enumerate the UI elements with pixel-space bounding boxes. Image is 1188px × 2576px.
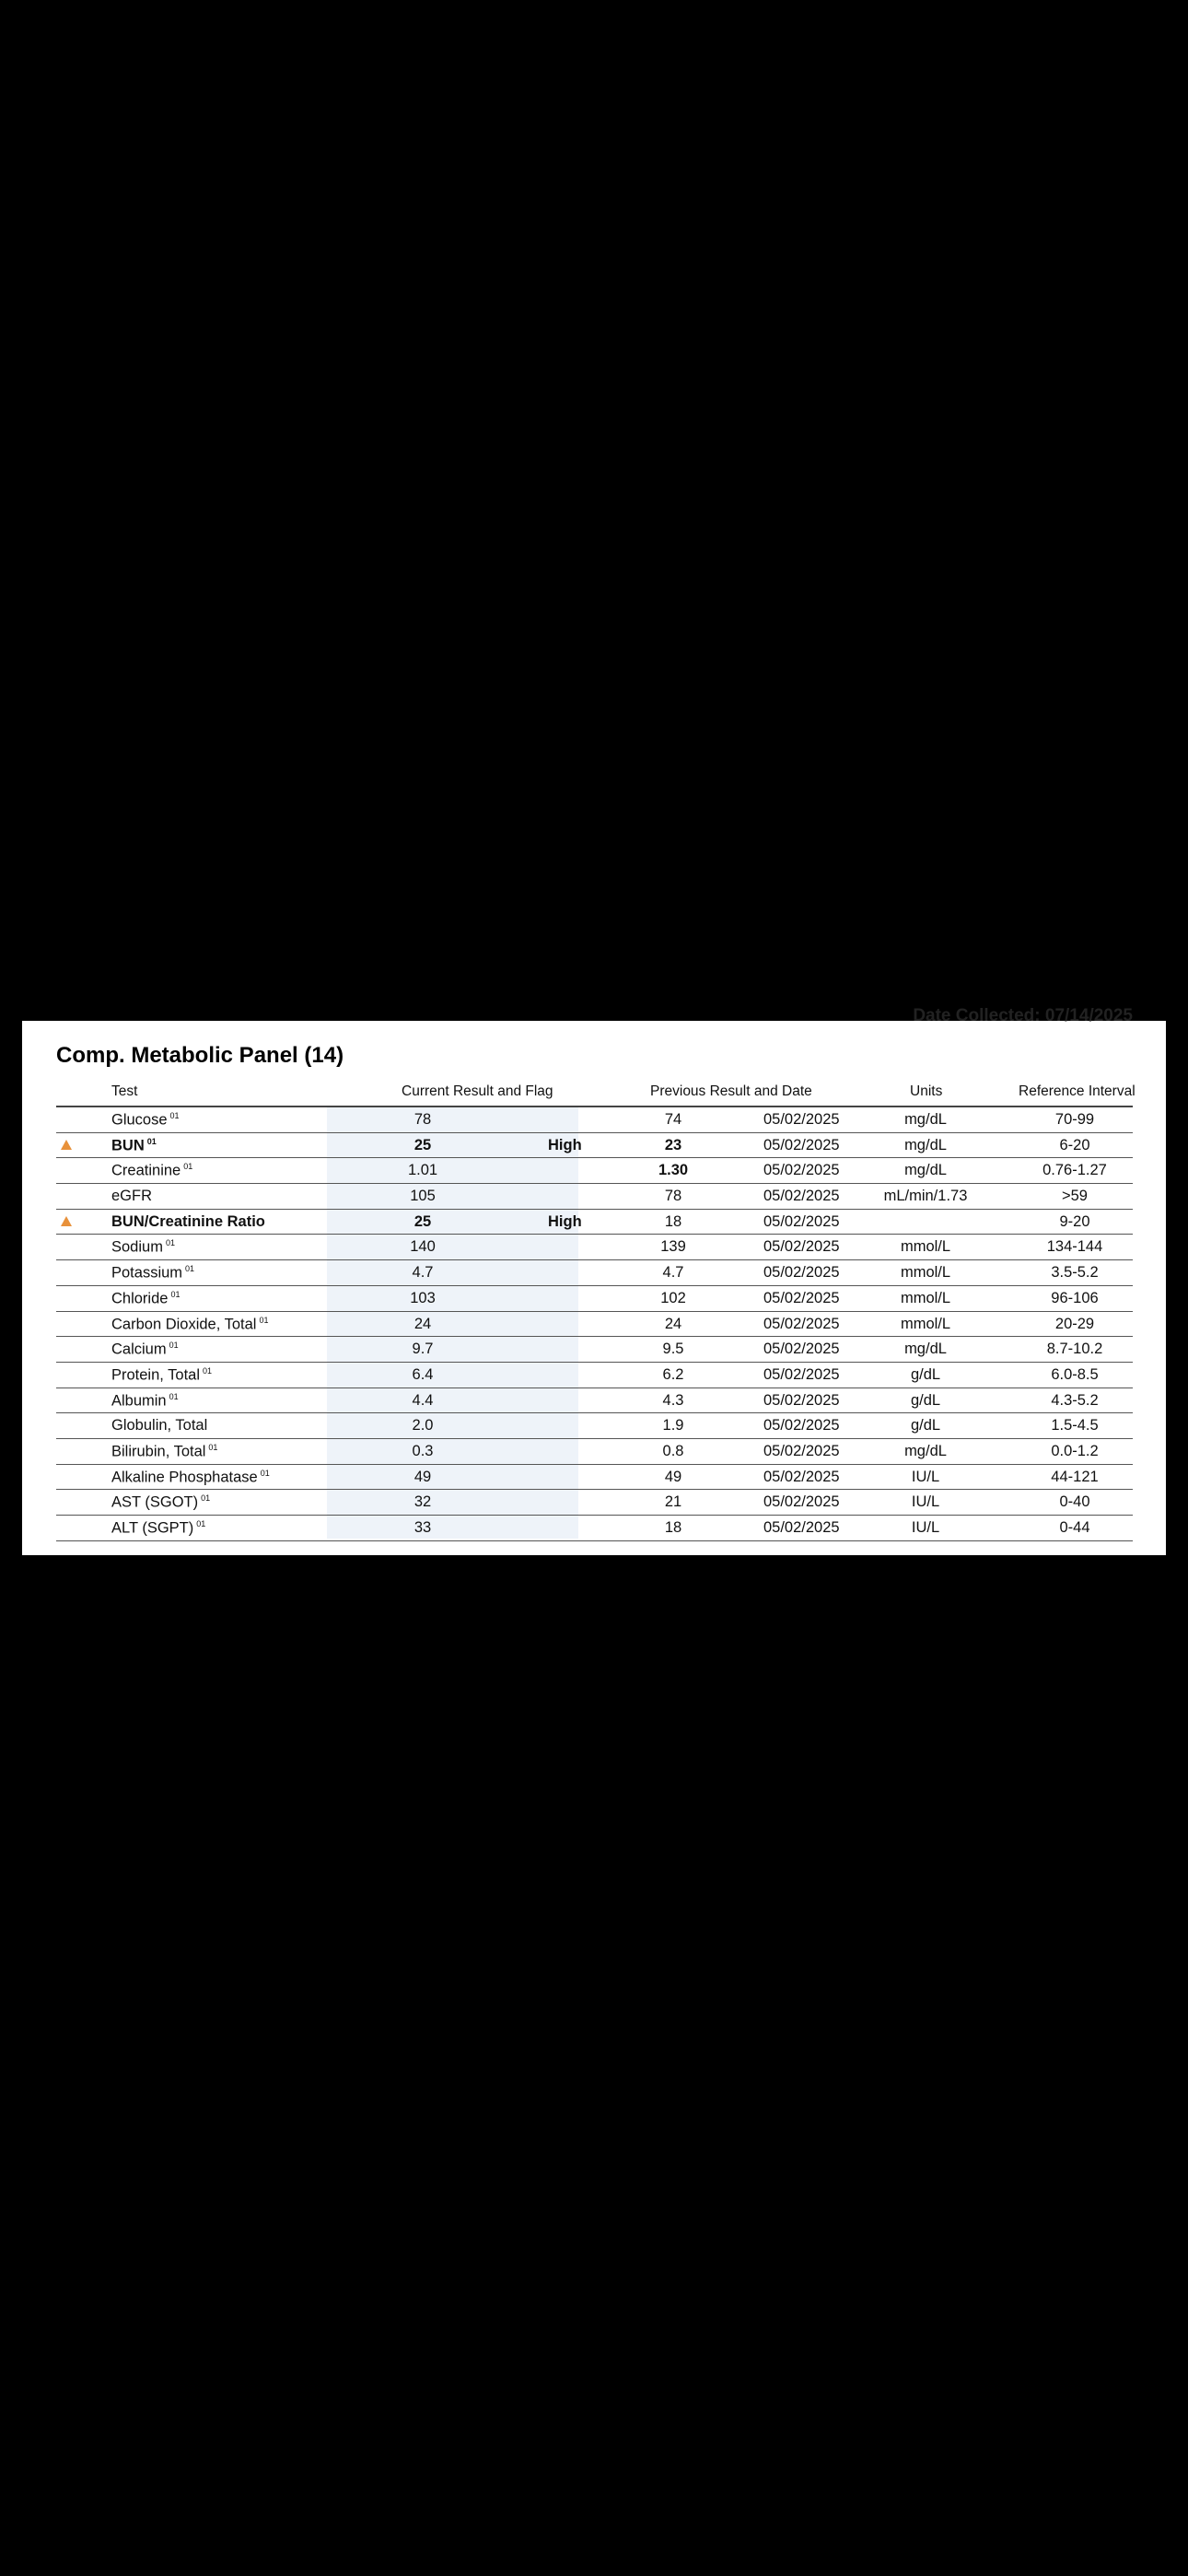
test-name-text: Bilirubin, Total bbox=[111, 1443, 206, 1460]
previous-result-date: 05/02/2025 bbox=[763, 1315, 840, 1332]
current-result: 25 bbox=[413, 1212, 432, 1230]
warning-triangle-icon bbox=[61, 1216, 72, 1226]
current-result: 33 bbox=[413, 1519, 432, 1536]
previous-result-date: 05/02/2025 bbox=[763, 1111, 840, 1128]
warning-triangle-icon bbox=[61, 1140, 72, 1150]
column-header-reference-interval: Reference Interval bbox=[1019, 1083, 1136, 1099]
units: mg/dL bbox=[904, 1162, 947, 1179]
column-header-previous-result: Previous Result and Date bbox=[650, 1083, 812, 1099]
current-result: 9.7 bbox=[412, 1341, 434, 1358]
test-name-text: AST (SGOT) bbox=[111, 1493, 199, 1511]
table-row bbox=[56, 1388, 1133, 1414]
table-row bbox=[56, 1158, 1133, 1184]
previous-result-date: 05/02/2025 bbox=[763, 1212, 840, 1230]
lab-site-code: 01 bbox=[169, 1341, 179, 1351]
table-row bbox=[56, 1235, 1133, 1260]
lab-report-page bbox=[22, 1006, 1166, 1555]
table-row bbox=[56, 1413, 1133, 1439]
reference-interval: >59 bbox=[1062, 1188, 1088, 1205]
current-result: 1.01 bbox=[407, 1162, 438, 1179]
test-name-text: Glucose bbox=[111, 1111, 168, 1129]
current-result: 0.3 bbox=[412, 1442, 434, 1459]
test-name bbox=[111, 1111, 180, 1130]
lab-site-code: 01 bbox=[259, 1315, 269, 1325]
test-name-text: Globulin, Total bbox=[111, 1417, 208, 1434]
table-header bbox=[56, 1080, 1136, 1107]
current-result: 49 bbox=[413, 1468, 432, 1485]
test-name-text: eGFR bbox=[111, 1188, 153, 1205]
reference-interval: 6-20 bbox=[1059, 1136, 1090, 1153]
test-name-text: Creatinine bbox=[111, 1162, 181, 1179]
previous-result-date: 05/02/2025 bbox=[763, 1468, 840, 1485]
reference-interval: 6.0-8.5 bbox=[1051, 1365, 1099, 1383]
current-result: 2.0 bbox=[412, 1417, 434, 1434]
test-name bbox=[111, 1290, 180, 1308]
lab-site-code: 01 bbox=[201, 1493, 211, 1504]
reference-interval: 0-44 bbox=[1059, 1519, 1090, 1536]
previous-result: 139 bbox=[660, 1238, 686, 1256]
reference-interval: 0.76-1.27 bbox=[1042, 1162, 1107, 1179]
date-collected-label: Date Collected: 07/14/2025 bbox=[913, 1006, 1133, 1025]
units: g/dL bbox=[910, 1391, 941, 1409]
result-flag: High bbox=[548, 1136, 582, 1153]
units: mg/dL bbox=[904, 1136, 947, 1153]
current-result: 105 bbox=[410, 1188, 436, 1205]
panel-title: Comp. Metabolic Panel (14) bbox=[56, 1043, 344, 1068]
test-name-text: Protein, Total bbox=[111, 1366, 201, 1384]
units: g/dL bbox=[910, 1417, 941, 1434]
units: IU/L bbox=[911, 1519, 940, 1536]
test-name-text: Carbon Dioxide, Total bbox=[111, 1316, 257, 1332]
previous-result-date: 05/02/2025 bbox=[763, 1264, 840, 1282]
previous-result-date: 05/02/2025 bbox=[763, 1289, 840, 1306]
test-name-text: BUN/Creatinine Ratio bbox=[111, 1212, 265, 1230]
test-name-text: Chloride bbox=[111, 1290, 169, 1307]
previous-result: 4.3 bbox=[662, 1391, 684, 1409]
current-result: 140 bbox=[410, 1238, 436, 1256]
previous-result-date: 05/02/2025 bbox=[763, 1519, 840, 1536]
table-row bbox=[56, 1210, 1133, 1235]
previous-result: 18 bbox=[664, 1212, 682, 1230]
reference-interval: 70-99 bbox=[1054, 1111, 1095, 1128]
test-name bbox=[111, 1188, 152, 1205]
previous-result-date: 05/02/2025 bbox=[763, 1417, 840, 1434]
table-row bbox=[56, 1363, 1133, 1388]
current-result: 25 bbox=[413, 1136, 432, 1153]
lab-site-code: 01 bbox=[146, 1136, 157, 1146]
reference-interval: 20-29 bbox=[1054, 1315, 1095, 1332]
column-header-test: Test bbox=[111, 1083, 138, 1099]
units: mmol/L bbox=[900, 1264, 951, 1282]
reference-interval: 134-144 bbox=[1046, 1238, 1103, 1256]
lab-site-code: 01 bbox=[203, 1365, 213, 1376]
previous-result-date: 05/02/2025 bbox=[763, 1391, 840, 1409]
test-name bbox=[111, 1238, 175, 1257]
table-row bbox=[56, 1260, 1133, 1286]
previous-result: 23 bbox=[664, 1136, 682, 1153]
result-flag: High bbox=[548, 1212, 582, 1230]
reference-interval: 9-20 bbox=[1059, 1212, 1090, 1230]
test-name-text: Sodium bbox=[111, 1238, 163, 1256]
previous-result: 49 bbox=[664, 1468, 682, 1485]
test-name-text: Alkaline Phosphatase bbox=[111, 1469, 258, 1486]
test-name-text: Albumin bbox=[111, 1392, 167, 1410]
test-name bbox=[111, 1316, 268, 1334]
previous-result: 74 bbox=[664, 1111, 682, 1128]
reference-interval: 4.3-5.2 bbox=[1051, 1391, 1099, 1409]
test-name bbox=[111, 1213, 265, 1231]
lab-site-code: 01 bbox=[185, 1264, 195, 1274]
previous-result: 6.2 bbox=[662, 1365, 684, 1383]
test-name bbox=[111, 1392, 179, 1411]
current-result: 32 bbox=[413, 1493, 432, 1511]
previous-result-date: 05/02/2025 bbox=[763, 1238, 840, 1256]
table-row bbox=[56, 1312, 1133, 1338]
previous-result: 1.30 bbox=[658, 1162, 689, 1179]
current-result: 103 bbox=[410, 1289, 436, 1306]
test-name bbox=[111, 1417, 207, 1434]
lab-site-code: 01 bbox=[183, 1162, 193, 1172]
test-name-text: ALT (SGPT) bbox=[111, 1519, 194, 1537]
previous-result-date: 05/02/2025 bbox=[763, 1493, 840, 1511]
previous-result: 18 bbox=[664, 1519, 682, 1536]
table-row bbox=[56, 1133, 1133, 1159]
table-row bbox=[56, 1107, 1133, 1133]
current-result: 4.7 bbox=[412, 1264, 434, 1282]
column-header-current-result: Current Result and Flag bbox=[402, 1083, 553, 1099]
table-row bbox=[56, 1465, 1133, 1491]
units: mg/dL bbox=[904, 1341, 947, 1358]
lab-site-code: 01 bbox=[165, 1238, 175, 1248]
previous-result-date: 05/02/2025 bbox=[763, 1162, 840, 1179]
previous-result: 102 bbox=[660, 1289, 686, 1306]
lab-site-code: 01 bbox=[169, 1111, 180, 1120]
lab-site-code: 01 bbox=[260, 1468, 270, 1478]
previous-result-date: 05/02/2025 bbox=[763, 1365, 840, 1383]
previous-result: 78 bbox=[664, 1188, 682, 1205]
current-result: 4.4 bbox=[412, 1391, 434, 1409]
test-name bbox=[111, 1519, 205, 1538]
previous-result: 4.7 bbox=[662, 1264, 684, 1282]
reference-interval: 44-121 bbox=[1051, 1468, 1099, 1485]
previous-result: 24 bbox=[664, 1315, 682, 1332]
reference-interval: 3.5-5.2 bbox=[1051, 1264, 1099, 1282]
previous-result-date: 05/02/2025 bbox=[763, 1341, 840, 1358]
previous-result-date: 05/02/2025 bbox=[763, 1188, 840, 1205]
test-name bbox=[111, 1469, 270, 1487]
units: mL/min/1.73 bbox=[883, 1188, 968, 1205]
test-name-text: Calcium bbox=[111, 1341, 167, 1358]
lab-site-code: 01 bbox=[196, 1519, 206, 1528]
test-name bbox=[111, 1341, 179, 1359]
current-result: 6.4 bbox=[412, 1365, 434, 1383]
reference-interval: 8.7-10.2 bbox=[1046, 1341, 1103, 1358]
column-header-units: Units bbox=[910, 1083, 943, 1099]
previous-result: 1.9 bbox=[662, 1417, 684, 1434]
reference-interval: 0-40 bbox=[1059, 1493, 1090, 1511]
units: mmol/L bbox=[900, 1238, 951, 1256]
table-row bbox=[56, 1286, 1133, 1312]
test-name bbox=[111, 1493, 210, 1512]
test-name bbox=[111, 1366, 212, 1385]
units: mmol/L bbox=[900, 1315, 951, 1332]
test-name bbox=[111, 1264, 194, 1282]
table-row bbox=[56, 1439, 1133, 1465]
table-row bbox=[56, 1337, 1133, 1363]
reference-interval: 96-106 bbox=[1051, 1289, 1099, 1306]
units: g/dL bbox=[910, 1365, 941, 1383]
table-row bbox=[56, 1516, 1133, 1541]
test-name bbox=[111, 1137, 157, 1155]
previous-result-date: 05/02/2025 bbox=[763, 1442, 840, 1459]
units: mg/dL bbox=[904, 1442, 947, 1459]
test-name bbox=[111, 1443, 217, 1461]
units: IU/L bbox=[911, 1493, 940, 1511]
lab-site-code: 01 bbox=[208, 1442, 218, 1452]
table-row bbox=[56, 1490, 1133, 1516]
table-row bbox=[56, 1184, 1133, 1210]
units: mmol/L bbox=[900, 1289, 951, 1306]
previous-result: 0.8 bbox=[662, 1442, 684, 1459]
reference-interval: 1.5-4.5 bbox=[1051, 1417, 1099, 1434]
results-table-body bbox=[56, 1107, 1133, 1541]
test-name-text: Potassium bbox=[111, 1264, 183, 1282]
test-name-text: BUN bbox=[111, 1137, 145, 1154]
units: IU/L bbox=[911, 1468, 940, 1485]
previous-result: 21 bbox=[664, 1493, 682, 1511]
previous-result: 9.5 bbox=[662, 1341, 684, 1358]
current-result: 24 bbox=[413, 1315, 432, 1332]
reference-interval: 0.0-1.2 bbox=[1051, 1442, 1099, 1459]
previous-result-date: 05/02/2025 bbox=[763, 1136, 840, 1153]
test-name bbox=[111, 1162, 192, 1180]
units: mg/dL bbox=[904, 1111, 947, 1128]
lab-site-code: 01 bbox=[170, 1289, 181, 1299]
lab-site-code: 01 bbox=[169, 1391, 179, 1401]
current-result: 78 bbox=[413, 1111, 432, 1128]
